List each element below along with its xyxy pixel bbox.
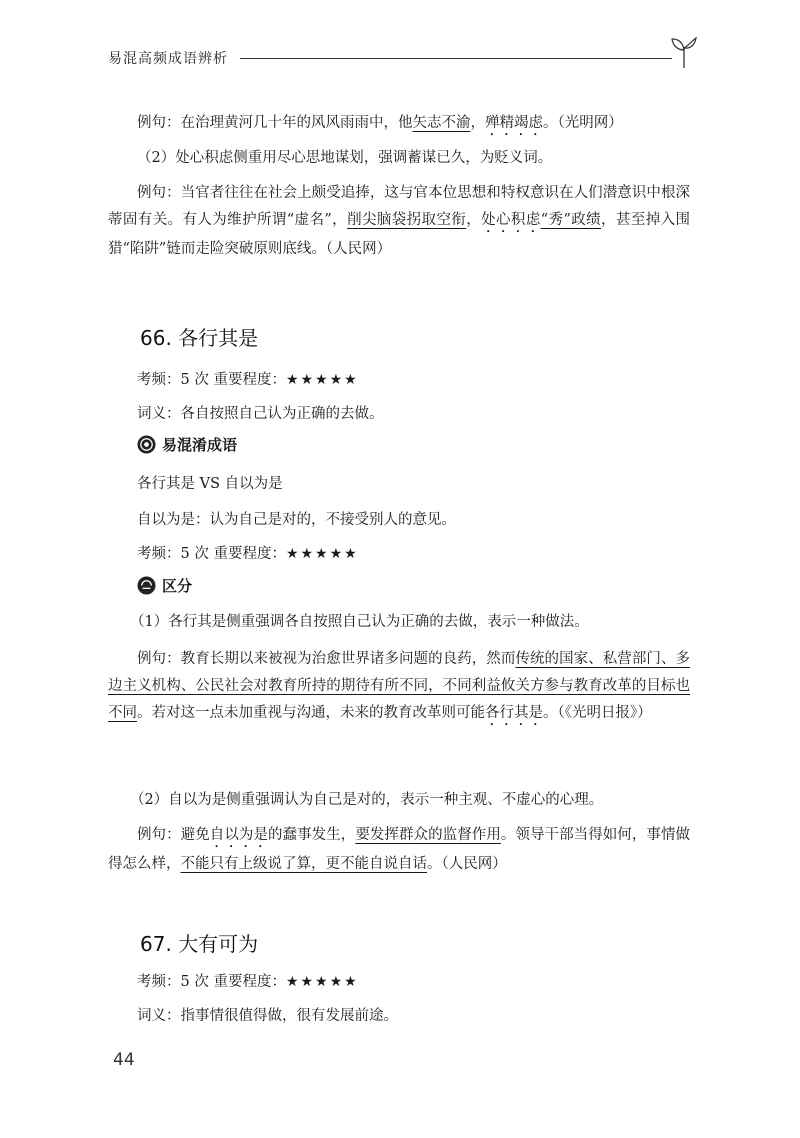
emphasized-idiom: 殚精竭虑	[485, 115, 543, 131]
text-run: 当官者往往在社会上颇受追捧，这与官本位思想和特权意识在人们潜意识中根深蒂固有关。有人为维护所谓“虚名”，	[108, 185, 691, 228]
emphasized-idiom: 处心积虑	[481, 212, 541, 228]
header-title: 易混高频成语辨析	[108, 51, 228, 67]
text-run: ，甚至掉入围猎“陷阱”链而走险突破原则底线。（人民网）	[108, 212, 691, 257]
entry-heading: 66. 各行其是	[140, 326, 259, 350]
difference-badge-icon	[137, 576, 156, 595]
example-paragraph	[108, 180, 690, 263]
text-run: 教育长期以来被视为治愈世界诸多问题的良药，然而	[180, 651, 516, 667]
example-label: 例句：	[137, 651, 181, 667]
underlined-phrase: 削尖脑袋拐取空衔	[347, 212, 467, 228]
importance-stars: ★★★★★	[285, 546, 359, 562]
definition-paragraph: （2）处心积虑侧重用尽心思地谋划，强调蓄谋已久，为贬义词。	[137, 150, 553, 166]
frequency-line	[137, 970, 359, 991]
alt-frequency-line	[137, 542, 359, 563]
text-run: 。领导干部当得如何，事情做得怎么样，	[108, 827, 691, 872]
frequency-text: 考频：5 次 重要程度：	[137, 372, 286, 388]
importance-stars: ★★★★★	[285, 372, 359, 388]
text-run: 。若对这一点未加重视与沟通，未来的教育改革则可能	[137, 705, 485, 721]
difference-paragraph: （1）各行其是侧重强调各自按照自己认为正确的去做，表示一种做法。	[130, 614, 589, 630]
underlined-phrase: 不能只有上级说了算，更不能自说自话	[180, 856, 427, 872]
emphasized-idiom: 各行其是	[485, 705, 543, 721]
text-run: 。（光明网）	[543, 115, 623, 131]
page-number: 44	[113, 1050, 135, 1070]
difference-subheading	[137, 575, 192, 596]
difference-paragraph: （2）自以为是侧重强调认为自己是对的，表示一种主观、不虚心的心理。	[130, 792, 604, 808]
confusable-title: 易混淆成语	[162, 436, 238, 454]
example-label: 例句：	[137, 185, 181, 201]
example-paragraph	[108, 822, 690, 878]
importance-stars: ★★★★★	[285, 974, 359, 990]
example-label: 例句：	[137, 827, 181, 843]
alt-meaning-line: 自以为是：认为自己是对的，不接受别人的意见。	[137, 512, 456, 528]
example-paragraph	[108, 646, 690, 729]
vs-line: 各行其是 VS 自以为是	[137, 476, 283, 492]
meaning-line: 词义：各自按照自己认为正确的去做。	[137, 406, 384, 422]
confusable-badge-icon	[137, 435, 156, 454]
example-paragraph	[108, 110, 690, 139]
underlined-phrase: 要发挥群众的监督作用	[355, 827, 501, 843]
underlined-phrase: 传统的国家、私营部门、多边主义机构、公民社会对教育所持的期待有所不同，不同利益攸关方参与教育改革的目标也不同	[108, 651, 691, 721]
text-run: ，	[466, 212, 482, 228]
text-run: 在治理黄河几十年的风风雨雨中，他	[180, 115, 413, 131]
emphasized-idiom: 自以为是	[209, 827, 268, 843]
meaning-line: 词义：指事情很值得做，很有发展前途。	[137, 1008, 398, 1024]
frequency-text: 考频：5 次 重要程度：	[137, 546, 286, 562]
header-rule	[240, 58, 672, 59]
underlined-phrase: “秀”政绩	[540, 212, 602, 228]
text-run: 避免	[180, 827, 210, 843]
difference-title: 区分	[162, 577, 193, 595]
text-run: 。（《光明日报》）	[543, 705, 652, 721]
frequency-text: 考频：5 次 重要程度：	[137, 974, 286, 990]
text-run: 。（人民网）	[427, 856, 507, 872]
underlined-phrase: 矢志不渝	[412, 115, 471, 131]
entry-heading: 67. 大有可为	[140, 932, 259, 956]
text-run: 的蠢事发生，	[268, 827, 356, 843]
running-header	[108, 46, 698, 74]
frequency-line	[137, 368, 359, 389]
sprout-icon	[670, 34, 698, 68]
confusable-subheading	[137, 434, 237, 455]
example-label: 例句：	[137, 115, 181, 131]
text-run: ，	[470, 115, 485, 131]
